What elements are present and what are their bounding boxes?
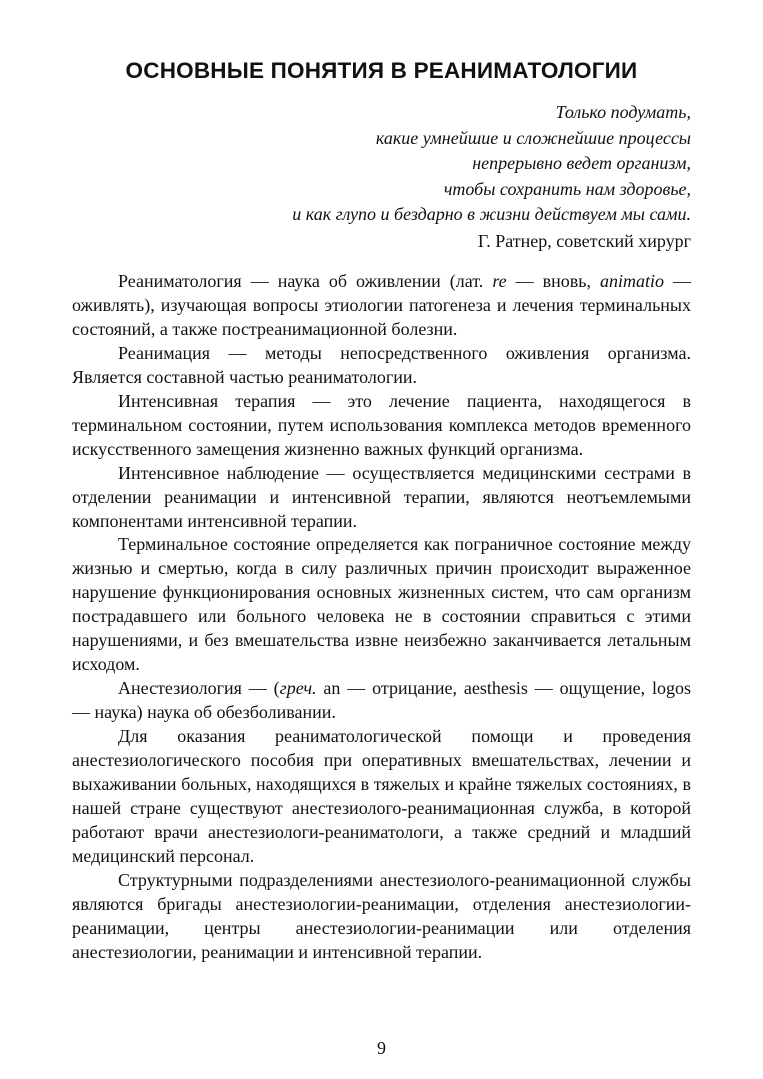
paragraph-anesthesiology [72, 677, 691, 725]
epigraph-attribution: Г. Ратнер, советский хирург [477, 231, 691, 251]
epigraph-line: какие умнейшие и сложнейшие процессы [375, 127, 691, 148]
text-run: — оживлять), изучающая вопросы этиологии патогенеза и лечения терминальных состояний, а также постреанимационной болезни. [72, 271, 692, 339]
greek-abbrev: греч. [279, 678, 317, 699]
epigraph [292, 100, 691, 228]
epigraph-line: и как глупо и бездарно в жизни действуем мы сами. [292, 204, 691, 225]
paragraph-service: Для оказания реаниматологической помощи и проведения анестезиологического пособия при оперативных вмешательствах, лечении и выхаживании больных, находящихся в тяжелых и крайне тяжелых состояниях, в нашей стране существуют анестезиолого-реанимационная служба, в которой работают врачи анестезиологи-реаниматологи, а также средний и младший медицинский персонал. [72, 726, 691, 866]
page-number: 9 [377, 1038, 386, 1058]
paragraph-structure: Структурными подразделениями анестезиолого-реанимационной службы являются бригады анестезиологии-реанимации, отделения анестезиологии-реанимации, центры анестезиологии-реанимации или отделения анестезиологии, реанимации и интенсивной терапии. [72, 869, 691, 962]
epigraph-line: Только подумать, [555, 102, 691, 122]
text-run: — вновь, [506, 271, 600, 291]
paragraph-intensive-therapy: Интенсивная терапия — это лечение пациента, находящегося в терминальном состоянии, путем использования комплекса методов временного искусственного замещения жизненно важных функций организма. [72, 390, 691, 459]
text-run: Анестезиология — ( [118, 678, 280, 699]
latin-term: animatio [600, 271, 665, 291]
page-title: ОСНОВНЫЕ ПОНЯТИЯ В РЕАНИМАТОЛОГИИ [125, 58, 638, 83]
epigraph-line: чтобы сохранить нам здоровье, [443, 178, 691, 199]
latin-term: re [492, 271, 507, 291]
text-run: Реаниматология — наука об оживлении (лат. [118, 271, 493, 291]
paragraph-terminal-state: Терминальное состояние определяется как пограничное состояние между жизнью и смертью, когда в силу различных причин происходит выраженное нарушение функционирования основных жизненных систем, что сам организм пострадавшего или больного человека не в состоянии справиться с этими нарушениями, и без вмешательства извне неизбежно заканчивается летальным исходом. [72, 534, 691, 675]
paragraph-reanimation: Реанимация — методы непосредственного оживления организма. Является составной частью реаниматологии. [72, 342, 691, 387]
paragraph-reanimatology [72, 270, 691, 342]
body-text [72, 270, 691, 965]
epigraph-line: непрерывно ведет организм, [472, 153, 691, 174]
paragraph-intensive-monitoring: Интенсивное наблюдение — осуществляется медицинскими сестрами в отделении реанимации и интенсивной терапии, являются неотъемлемыми компонентами интенсивной терапии. [72, 462, 691, 531]
text-run: an — отрицание, aesthesis — ощущение, logos — наука) наука об обезболивании. [72, 678, 691, 723]
